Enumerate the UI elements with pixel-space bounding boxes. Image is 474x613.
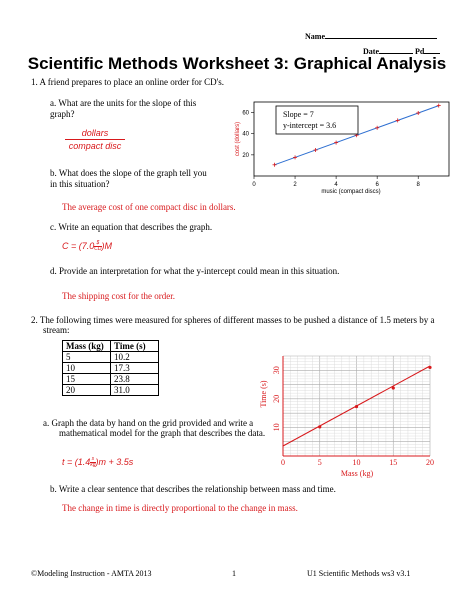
chart1-annotation-intercept: y-intercept = 3.6 xyxy=(283,121,337,130)
table-row xyxy=(63,363,159,374)
table-header-time: Time (s) xyxy=(111,341,159,352)
q1c-answer-left: C = (7.0 xyxy=(62,241,95,251)
chart1-annotation-slope: Slope = 7 xyxy=(283,110,314,119)
table-row xyxy=(63,374,159,385)
chart1-data-point xyxy=(375,126,379,130)
q2a-answer xyxy=(62,457,133,468)
mass-time-table xyxy=(62,340,159,396)
table-header-mass: Mass (kg) xyxy=(63,341,111,352)
q2b-prompt: b. Write a clear sentence that describes the relationship between mass and time. xyxy=(50,484,336,494)
q1a-answer-num: dollars xyxy=(65,128,125,140)
chart2-data-point xyxy=(428,366,431,369)
table-header-row xyxy=(63,341,159,352)
chart2-xlabel: Mass (kg) xyxy=(340,469,374,478)
chart2-x-tick-label: 5 xyxy=(317,458,322,467)
q1c-answer-frac-den: CD xyxy=(94,246,102,253)
q2b-answer: The change in time is directly proportional to the change in mass. xyxy=(62,503,298,513)
chart1-x-tick-label: 8 xyxy=(416,182,420,188)
q1c-answer-right: )M xyxy=(101,241,112,251)
chart1-data-point xyxy=(334,141,338,145)
table-cell: 17.3 xyxy=(111,363,159,374)
q1b-answer: The average cost of one compact disc in dollars. xyxy=(62,202,236,212)
footer-right: U1 Scientific Methods ws3 v3.1 xyxy=(307,569,411,578)
table-cell: 15 xyxy=(63,374,111,385)
chart1-x-tick-label: 4 xyxy=(334,182,338,188)
chart1-x-tick-label: 0 xyxy=(252,182,256,188)
chart2-y-tick-label: 30 xyxy=(272,366,281,375)
chart1-x-tick-label: 2 xyxy=(293,182,297,188)
chart2-ylabel: Time (s) xyxy=(259,380,268,408)
chart1-data-point xyxy=(396,118,400,122)
chart1-data-point xyxy=(314,148,318,152)
chart1-y-tick-label: 60 xyxy=(242,110,249,117)
table-row xyxy=(63,385,159,396)
name-field: Name xyxy=(305,31,437,41)
chart1-ylabel: cost (dollars) xyxy=(235,121,241,157)
table-cell: 5 xyxy=(63,352,111,363)
table-cell: 10.2 xyxy=(111,352,159,363)
chart1-data-point xyxy=(437,104,441,108)
date-period-field: Date Pd xyxy=(363,46,440,56)
q2a-answer-right: )m + 3.5s xyxy=(95,457,134,467)
chart1-y-tick-label: 20 xyxy=(242,152,249,159)
q2a-answer-left: t = (1.4 xyxy=(62,457,91,467)
chart2-x-tick-label: 0 xyxy=(281,458,285,467)
chart2-y-tick-label: 20 xyxy=(272,394,281,403)
chart1-data-point xyxy=(293,155,297,159)
chart1-y-tick-label: 40 xyxy=(242,131,249,138)
chart1-xlabel: music (compact discs) xyxy=(321,189,381,195)
chart1-data-point xyxy=(273,163,277,167)
table-cell: 20 xyxy=(63,385,111,396)
table-cell: 23.8 xyxy=(111,374,159,385)
chart1-x-tick-label: 6 xyxy=(375,182,379,188)
table-cell: 31.0 xyxy=(111,385,159,396)
q1c-answer-frac-num: $ xyxy=(94,241,101,247)
q2a-answer-frac-den: kg xyxy=(90,462,96,469)
q1-prompt: 1. A friend prepares to place an online order for CD's. xyxy=(31,77,225,87)
chart2-x-tick-label: 20 xyxy=(426,458,434,467)
q1c-answer xyxy=(62,241,112,252)
q1a-answer-den: compact disc xyxy=(68,141,122,151)
cd-cost-chart xyxy=(230,100,455,200)
q1d-prompt: d. Provide an interpretation for what the y-intercept could mean in this situation. xyxy=(50,266,340,276)
mass-time-chart xyxy=(255,352,450,480)
q1a-prompt: a. What are the units for the slope of this graph? xyxy=(50,98,197,119)
q2a-prompt: a. Graph the data by hand on the grid provided and write a mathematical model for the graph that describes the data. xyxy=(43,418,266,438)
chart2-data-point xyxy=(318,425,321,428)
q1a-answer xyxy=(65,128,125,151)
chart2-data-point xyxy=(392,386,395,389)
q2-prompt: 2. The following times were measured for spheres of different masses to be pushed a distance of 1.5 meters by a stream: xyxy=(31,315,435,335)
q1d-answer: The shipping cost for the order. xyxy=(62,291,175,301)
table-row xyxy=(63,352,159,363)
footer-page-number: 1 xyxy=(232,569,236,578)
q1c-answer-fraction xyxy=(94,241,101,252)
table-cell: 10 xyxy=(63,363,111,374)
footer-left: ©Modeling Instruction - AMTA 2013 xyxy=(31,569,152,578)
chart2-x-tick-label: 10 xyxy=(352,458,361,467)
chart2-data-point xyxy=(355,405,358,408)
q1c-prompt: c. Write an equation that describes the graph. xyxy=(50,222,213,232)
chart1-data-point xyxy=(416,111,420,115)
q1b-prompt: b. What does the slope of the graph tell you in this situation? xyxy=(50,168,207,189)
page-title: Scientific Methods Worksheet 3: Graphical Analysis xyxy=(27,54,447,73)
chart2-y-tick-label: 10 xyxy=(272,423,281,432)
chart2-x-tick-label: 15 xyxy=(389,458,398,467)
q2a-answer-frac-num: s xyxy=(91,456,95,463)
